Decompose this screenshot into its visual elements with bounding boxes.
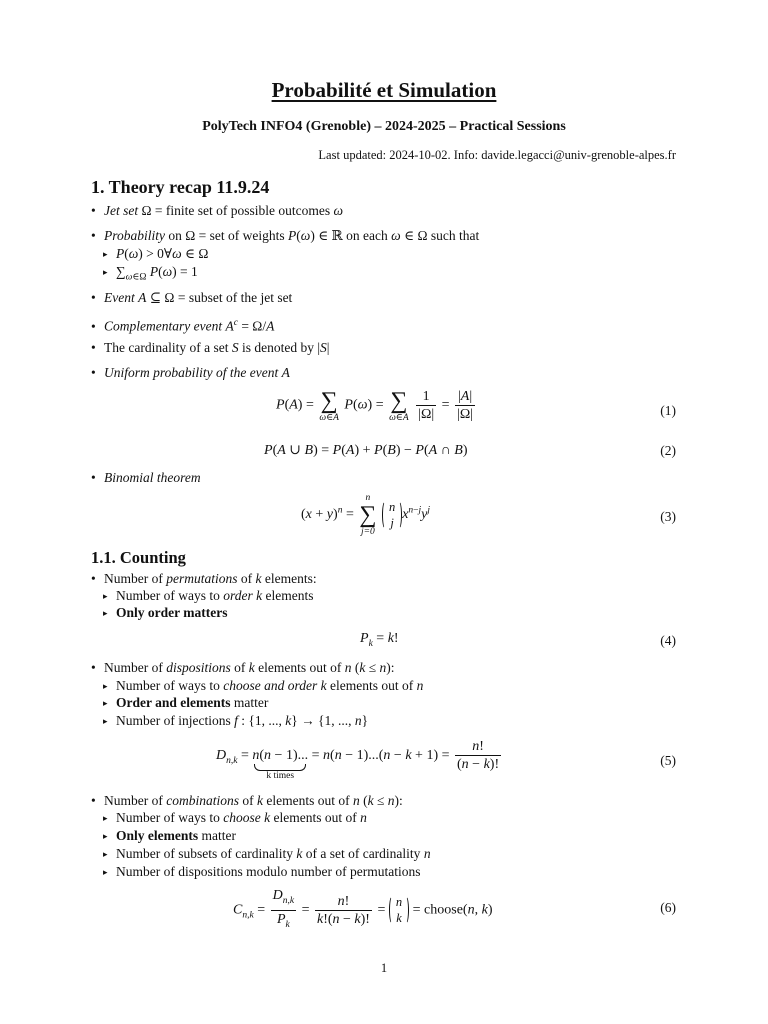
equation-dispositions: $D_{n,k}$ = n(n − 1)... k times = n(n − 1)...(n − k + 1) = $\frac{n!}{(n - k)!}$ bbox=[216, 739, 500, 781]
bullet-combinations: • Number of combinations of k elements out of n (k ≤ n): bbox=[91, 792, 403, 810]
equation-number-6: (6) bbox=[660, 900, 676, 915]
equation-combinations: $C_{n,k}$ = $\frac{D_{n,k}}{P_k}$ = $\frac{n!}{k!(n - k)!}$ = n k = choose(n, k) bbox=[233, 888, 493, 930]
last-updated-line: Last updated: 2024-10-02. Info: davide.legacci@univ-grenoble-alpes.fr bbox=[318, 148, 676, 162]
page-number: 1 bbox=[380, 961, 388, 975]
bullet-permutations: • Number of permutations of k elements: bbox=[91, 570, 317, 588]
bullet-jet-set: • Jet set Ω = finite set of possible outcomes ω bbox=[91, 202, 343, 220]
sub-bullet-subsets: ▸ Number of subsets of cardinality k of a set of cardinality n bbox=[103, 845, 431, 863]
bullet-event: • Event A ⊆ Ω = subset of the jet set bbox=[91, 289, 292, 307]
equation-number-2: (2) bbox=[660, 443, 676, 458]
equation-binomial: $(x + y)^n$ = n ∑ j=0 n j $x^{n-j}y^j$ bbox=[301, 493, 431, 537]
sub-bullet-only-order: ▸ Only order matters bbox=[103, 604, 227, 622]
sub-bullet-only-elements: ▸ Only elements matter bbox=[103, 827, 236, 845]
equation-number-3: (3) bbox=[660, 509, 676, 524]
sub-bullet-sum-one: ▸ $\sum_{\omega\in\Omega}$ P(ω) = 1 bbox=[103, 263, 198, 287]
sub-bullet-order-and-elements: ▸ Order and elements matter bbox=[103, 694, 268, 712]
document-title: Probabilité et Simulation bbox=[271, 78, 497, 102]
equation-union: P(A ∪ B) = P(A) + P(B) − P(A ∩ B) bbox=[264, 443, 468, 458]
section-heading-counting: 1.1. Counting bbox=[91, 548, 186, 567]
equation-uniform-probability: P(A) = ∑ ω∈A P(ω) = ∑ ω∈A $\frac{1}{|\Omega|}$ = $\frac{|A|}{|\Omega|}$ bbox=[276, 387, 474, 423]
equation-number-4: (4) bbox=[660, 633, 676, 648]
sub-bullet-ways-order: ▸ Number of ways to order k elements bbox=[103, 587, 313, 605]
section-heading-theory: 1. Theory recap 11.9.24 bbox=[91, 177, 270, 197]
sub-bullet-dispositions-modulo: ▸ Number of dispositions modulo number of permutations bbox=[103, 863, 420, 881]
bullet-cardinality: • The cardinality of a set S is denoted by |S| bbox=[91, 339, 329, 357]
sub-bullet-ways-choose: ▸ Number of ways to choose k elements out of n bbox=[103, 809, 367, 827]
bullet-uniform-probability: • Uniform probability of the event A bbox=[91, 364, 290, 382]
bullet-complementary-event: • Complementary event $A^c = \Omega/A$ bbox=[91, 314, 274, 336]
sub-bullet-injections: ▸ Number of injections f : {1, ..., k} → {1, ..., n} bbox=[103, 712, 368, 730]
equation-permutations: $P_k = k$! bbox=[360, 631, 399, 649]
sub-bullet-choose-and-order: ▸ Number of ways to choose and order k elements out of n bbox=[103, 677, 423, 695]
document-subtitle: PolyTech INFO4 (Grenoble) – 2024-2025 – Practical Sessions bbox=[202, 119, 566, 134]
sub-bullet-positive: ▸ P(ω) > 0∀ω ∈ Ω bbox=[103, 245, 208, 263]
equation-number-1: (1) bbox=[660, 403, 676, 418]
bullet-binomial-theorem: • Binomial theorem bbox=[91, 469, 201, 487]
equation-number-5: (5) bbox=[660, 753, 676, 768]
bullet-dispositions: • Number of dispositions of k elements out of n (k ≤ n): bbox=[91, 659, 395, 677]
bullet-probability: • Probability on Ω = set of weights P(ω) ∈ ℝ on each ω ∈ Ω such that bbox=[91, 227, 479, 245]
